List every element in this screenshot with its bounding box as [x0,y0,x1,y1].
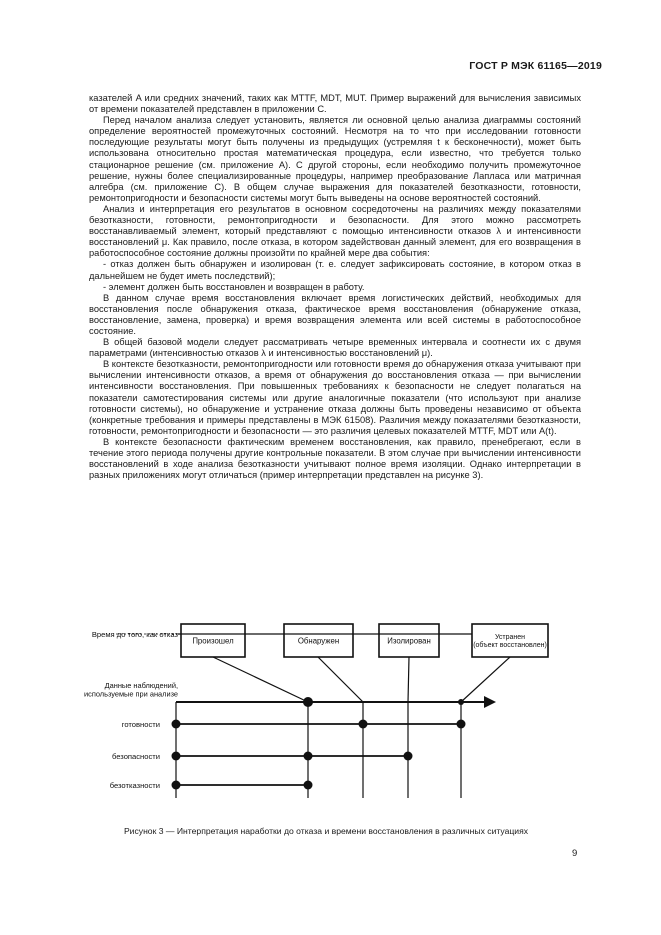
paragraph: Анализ и интерпретация его результатов в основном сосредоточены на различиях между показателями безотказности, готовности, ремонтопригодности и безопасности. Для этого можно рассмотреть восстанавливаемый элемент, который представляют с помощью интенсивности отказов λ и интенсивности восстановлений μ. Как правило, после отказа, в котором задействован данный элемент, для его возвращения в работоспособное состояние должны произойти по крайней мере два события: [89,203,581,259]
row-label: готовности [121,720,160,729]
figure-caption: Рисунок 3 — Интерпретация наработки до отказа и времени восстановления в различных ситуациях [123,826,529,836]
body-text [89,93,581,481]
leader-detected [318,657,363,702]
event-label: Произошел [192,636,234,646]
row-dot [172,720,181,729]
row-dot [304,752,313,761]
axis-label: Данные наблюдений, используемые при анализе [84,681,178,699]
row-label: безопасности [111,752,160,761]
paragraph: - отказ должен быть обнаружен и изолирован (т. е. следует зафиксировать состояние, в котором отказ в дальнейшем не будет иметь последствий); [89,259,581,281]
paragraph: В данном случае время восстановления включает время логистических действий, необходимых для восстановления после обнаружения отказа, фактическое время восстановления (обнаружение отказа, восстановление, замена, проверка) и время возвращения элемента или всей системы в работоспособное состояние. [89,292,581,336]
time-label: Время до того, как отказ [91,630,178,639]
row-dot [404,752,413,761]
row-dot [359,720,368,729]
row-dot [172,781,181,790]
axis-arrow [484,696,496,708]
leader-isolated [408,657,409,702]
row-dot [457,720,466,729]
paragraph: казателей A или средних значений, таких как MTTF, MDT, MUT. Пример выражений для вычисления зависимых от времени показателей представлен в приложении C. [89,93,581,115]
paragraph: - элемент должен быть восстановлен и возвращен в работу. [103,281,365,292]
row-label: безотказности [109,781,160,790]
leader-restored [461,657,510,702]
row-dot [304,781,313,790]
document-header: ГОСТ Р МЭК 61165—2019 [469,60,602,72]
page-number: 9 [572,848,578,859]
paragraph: В контексте безопасности фактическим временем восстановления, как правило, пренебрегают, если в течение этого периода получены другие контрольные показатели. В этом случае при вычислении интенсивности восстановлений в ходе анализа безотказности учитывают полное время изоляции. Однако интерпретации в разных приложениях могут отличаться (пример интерпретации представлен на рисунке 3). [89,436,581,481]
event-label: Устранен (объект восстановлен) [473,634,547,649]
figure-3-diagram [60,610,547,800]
row-dot [172,752,181,761]
paragraph: В контексте безотказности, ремонтопригодности или готовности время до обнаружения отказа учитывают при вычислении интенсивности отказов, а время от обнаружения до восстановления отказа — при вычислении интенсивности восстановления. При повышенных требованиях к безопасности не следует полагаться на показатели самотестирования системы или другие аналогичные показатели (что используют при анализе готовности системы), но обнаружение и устранение отказа должны быть проведены независимо от объекта (конкретные требования и примеры представлены в МЭК 61508). Различия между показателями безотказности, готовности, ремонтопригодности и безопасности — это различия целевых показателей MTTF, MDT или A(t). [89,359,581,436]
leader-occurred [213,657,308,702]
paragraph: Перед началом анализа следует установить, является ли основной целью анализа диаграммы состояний определение вероятностей промежуточных состояний. Несмотря на то что при исследовании готовности последующие результаты могут быть получены из предыдущих (устремляя t к бесконечности), может быть использована относительно простая математическая процедура, если известно, что требуется только стационарное решение (см. приложение A). С другой стороны, если необходимо получить промежуточное решение, нужны более специализированные процедуры, например преобразование Лапласа или матричная алгебра (см. приложение C). В общем случае выражения для показателей безотказности, готовности, ремонтопригодности и безопасности системы могут быть выведены на основе вероятностей состояний. [89,115,581,203]
paragraph: В общей базовой модели следует рассматривать четыре временных интервала и соотнести их с двумя параметрами (интенсивностью отказов λ и интенсивностью восстановлений μ). [89,337,581,359]
event-label: Изолирован [387,636,431,646]
event-label: Обнаружен [297,636,340,646]
